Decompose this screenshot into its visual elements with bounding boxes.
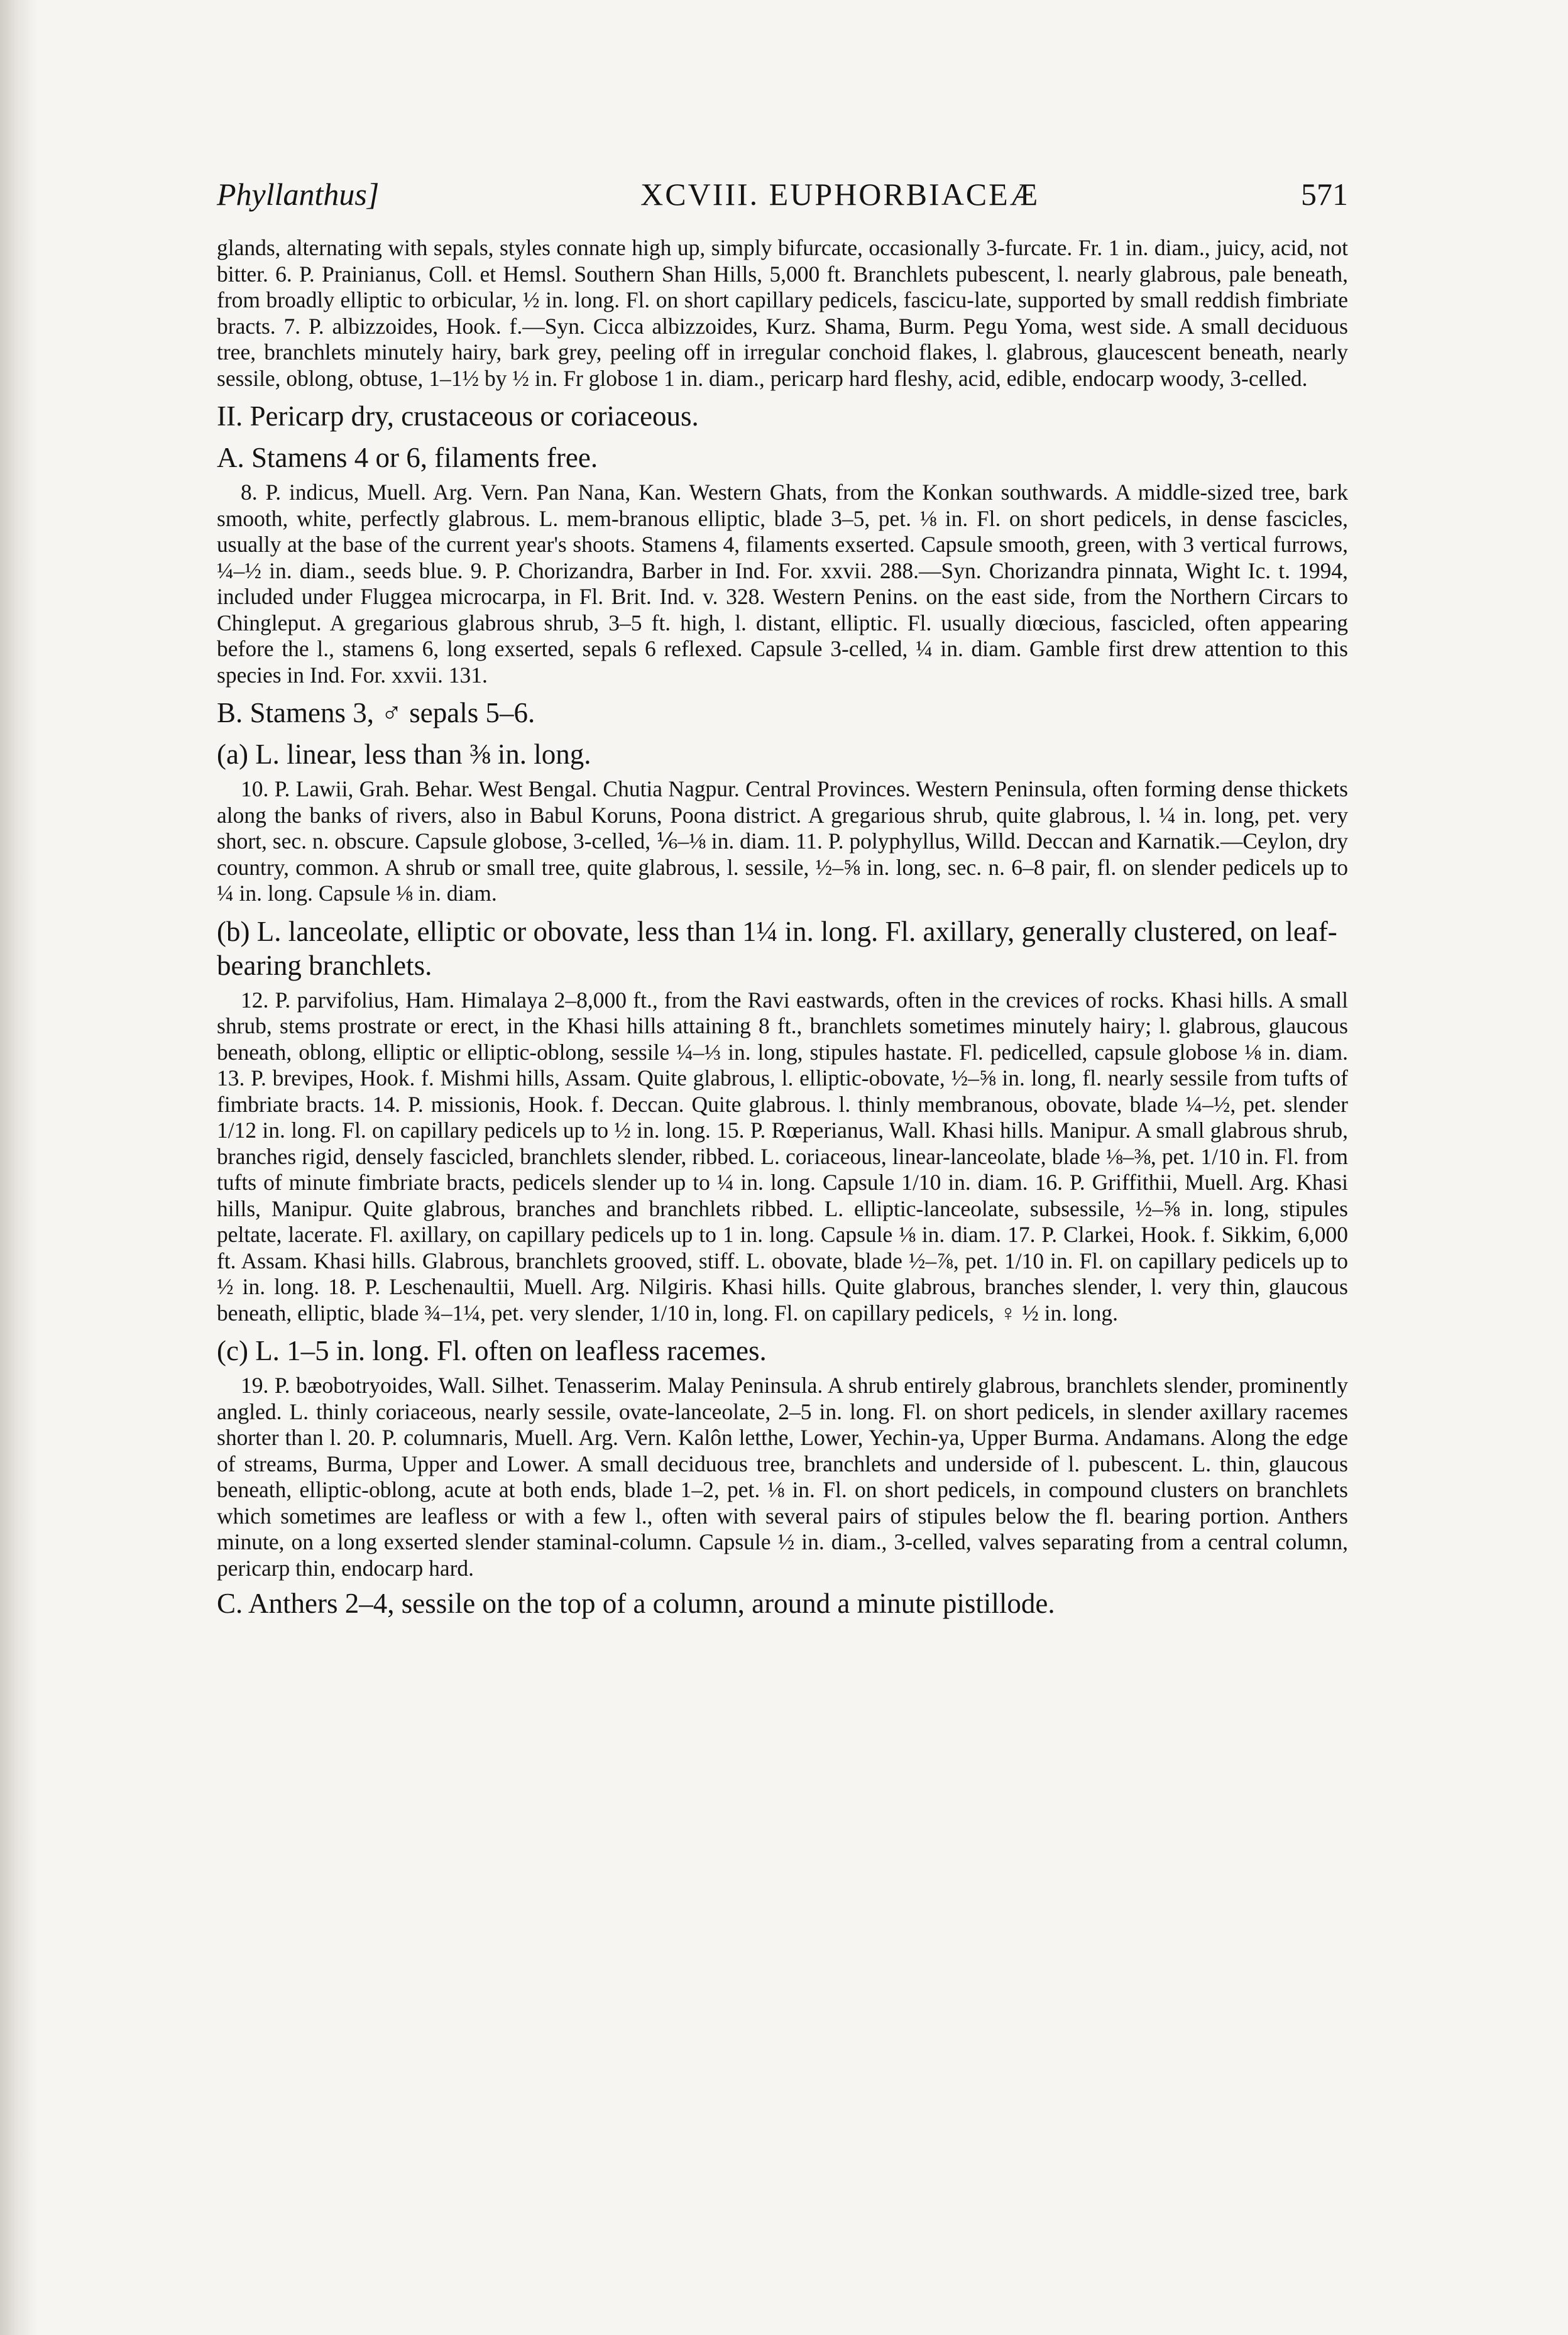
group-heading-c-anthers: C. Anthers 2–4, sessile on the top of a column, around a minute pistillode. [217, 1588, 1055, 1619]
subsection-heading-ii: II. Pericarp dry, crustaceous or coriaceous. [217, 400, 699, 432]
group-heading-a: A. Stamens 4 or 6, filaments free. [217, 442, 598, 473]
group-heading-c-racemes: (c) L. 1–5 in. long. Fl. often on leafless racemes. [217, 1335, 767, 1366]
paragraph-species-19-20: 19. P. bæobotryoides, Wall. Silhet. Tenasserim. Malay Peninsula. A shrub entirely glabrous, branchlets slender, prominently angled. L. thinly coriaceous, nearly sessile, ovate-lanceolate, 2–5 in. long. Fl. on short pedicels, in slender axillary racemes shorter than l. 20. P. columnaris, Muell. Arg. Vern. Kalôn letthe, Lower, Yechin-ya, Upper Burma. Andamans. Along the edge of streams, Burma, Upper and Lower. A small deciduous tree, branchlets and underside of l. pubescent. L. thin, glaucous beneath, elliptic-oblong, acute at both ends, blade 1–2, pet. ⅛ in. Fl. on short pedicels, in compound clusters on branchlets which sometimes are leafless or with a few l., often with several pairs of stipules below the fl. bearing portion. Anthers minute, on a long exserted slender staminal-column. Capsule ½ in. diam., 3-celled, valves separating from a central column, pericarp thin, endocarp hard. [217, 1373, 1348, 1581]
page-content [217, 176, 1348, 1625]
group-heading-b: B. Stamens 3, ♂ sepals 5–6. [217, 697, 535, 728]
running-title: Phyllanthus] [217, 177, 380, 212]
paragraph-species-10-11: 10. P. Lawii, Grah. Behar. West Bengal. Chutia Nagpur. Central Provinces. Western Peninsula, often forming dense thickets along the banks of rivers, also in Babul Koruns, Poona district. A gregarious shrub, quite glabrous, l. ¼ in. long, pet. very short, sec. n. obscure. Capsule globose, 3-celled, ⅙–⅛ in. diam. 11. P. polyphyllus, Willd. Deccan and Karnatik.—Ceylon, dry country, common. A shrub or small tree, quite glabrous, l. sessile, ½–⅝ in. long, sec. n. 6–8 pair, fl. on slender pedicels up to ¼ in. long. Capsule ⅛ in. diam. [217, 776, 1348, 906]
page-header [217, 176, 1348, 226]
group-heading-b-lanceolate: (b) L. lanceolate, elliptic or obovate, less than 1¼ in. long. Fl. axillary, generally clustered, on leaf-bearing branchlets. [217, 915, 1337, 981]
paragraph-species-12-18: 12. P. parvifolius, Ham. Himalaya 2–8,000 ft., from the Ravi eastwards, often in the crevices of rocks. Khasi hills. A small shrub, stems prostrate or erect, in the Khasi hills attaining 8 ft., branchlets sometimes minutely hairy; l. glabrous, glaucous beneath, oblong, elliptic or elliptic-oblong, sessile ¼–⅓ in. long, stipules hastate. Fl. pedicelled, capsule globose ⅛ in. diam. 13. P. brevipes, Hook. f. Mishmi hills, Assam. Quite glabrous, l. elliptic-obovate, ½–⅝ in. long, fl. nearly sessile from tufts of fimbriate bracts. 14. P. missionis, Hook. f. Deccan. Quite glabrous. l. thinly membranous, obovate, blade ¼–½, pet. slender 1/12 in. long. Fl. on capillary pedicels up to ½ in. long. 15. P. Rœperianus, Wall. Khasi hills. Manipur. A small glabrous shrub, branches rigid, densely fascicled, branchlets slender, ribbed. L. coriaceous, linear-lanceolate, blade ⅛–⅜, pet. 1/10 in. Fl. from tufts of minute fimbriate bracts, pedicels slender up to ¼ in. long. Capsule 1/10 in. diam. 16. P. Griffithii, Muell. Arg. Khasi hills, Manipur. Quite glabrous, branches and branchlets ribbed. L. elliptic-lanceolate, subsessile, ½–⅝ in. long, stipules peltate, lacerate. Fl. axillary, on capillary pedicels up to 1 in. long. Capsule ⅛ in. diam. 17. P. Clarkei, Hook. f. Sikkim, 6,000 ft. Assam. Khasi hills. Glabrous, branchlets grooved, stiff. L. obovate, blade ½–⅞, pet. 1/10 in. Fl. on capillary pedicels up to ½ in. long. 18. P. Leschenaultii, Muell. Arg. Nilgiris. Khasi hills. Quite glabrous, branches slender, l. very thin, glaucous beneath, elliptic, blade ¾–1¼, pet. very slender, 1/10 in, long. Fl. on capillary pedicels, ♀ ½ in. long. [217, 987, 1348, 1326]
paragraph-species-8-9: 8. P. indicus, Muell. Arg. Vern. Pan Nana, Kan. Western Ghats, from the Konkan southwards. A middle-sized tree, bark smooth, white, perfectly glabrous. L. mem-branous elliptic, blade 3–5, pet. ⅛ in. Fl. on short pedicels, in dense fascicles, usually at the base of the current year's shoots. Stamens 4, filaments exserted. Capsule smooth, green, with 3 vertical furrows, ¼–½ in. diam., seeds blue. 9. P. Chorizandra, Barber in Ind. For. xxvii. 288.—Syn. Chorizandra pinnata, Wight Ic. t. 1994, included under Fluggea microcarpa, in Fl. Brit. Ind. v. 328. Western Penins. on the east side, from the Northern Circars to Chingleput. A gregarious glabrous shrub, 3–5 ft. high, l. distant, elliptic. Fl. usually diœcious, fascicled, often appearing before the l., stamens 6, long exserted, sepals 6 reflexed. Capsule 3-celled, ¼ in. diam. Gamble first drew attention to this species in Ind. For. xxvii. 131. [217, 480, 1348, 688]
page-number: 571 [1300, 177, 1348, 212]
section-title: XCVIII. EUPHORBIACEÆ [640, 177, 1040, 212]
paragraph-continued: glands, alternating with sepals, styles connate high up, simply bifurcate, occasionally 3-furcate. Fr. 1 in. diam., juicy, acid, not bitter. 6. P. Prainianus, Coll. et Hemsl. Southern Shan Hills, 5,000 ft. Branchlets pubescent, l. nearly glabrous, pale beneath, from broadly elliptic to orbicular, ½ in. long. Fl. on short capillary pedicels, fascicu-late, supported by small reddish fimbriate bracts. 7. P. albizzoides, Hook. f.—Syn. Cicca albizzoides, Kurz. Shama, Burm. Pegu Yoma, west side. A small deciduous tree, branchlets minutely hairy, bark grey, peeling off in irregular conchoid flakes, l. glabrous, glaucescent beneath, nearly sessile, oblong, obtuse, 1–1½ by ½ in. Fr globose 1 in. diam., pericarp hard fleshy, acid, edible, endocarp woody, 3-celled. [217, 235, 1348, 391]
book-gutter-shadow [0, 0, 38, 2335]
group-heading-a-linear: (a) L. linear, less than ⅜ in. long. [217, 739, 591, 770]
